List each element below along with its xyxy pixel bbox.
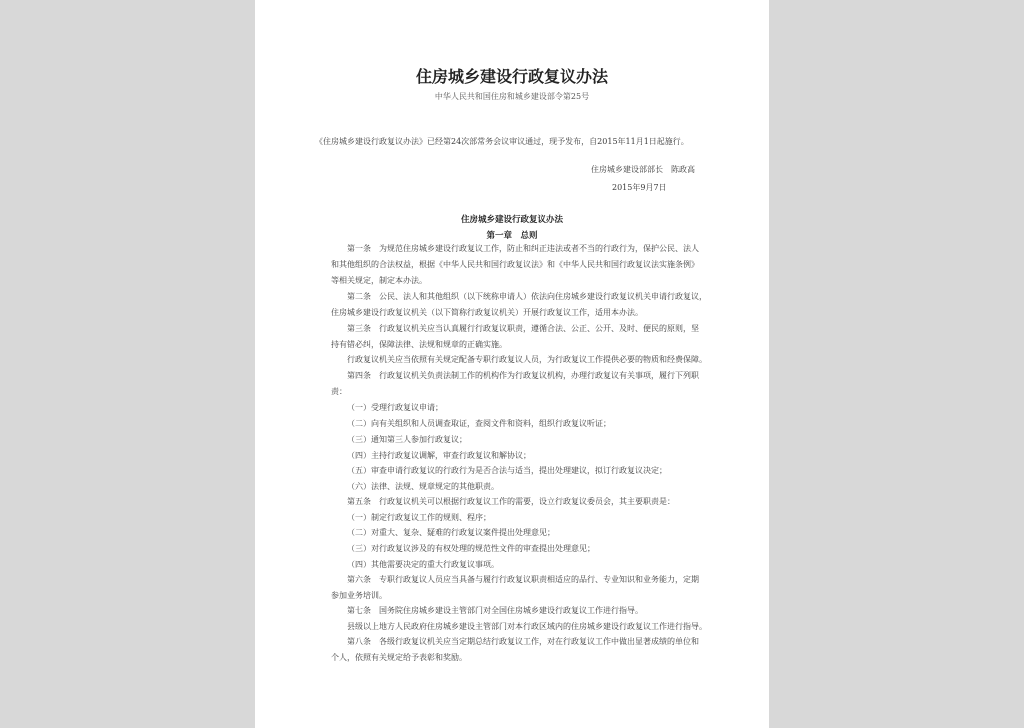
signer: 住房城乡建设部部长 陈政高 (591, 165, 695, 174)
body-line: 县级以上地方人民政府住房城乡建设主管部门对本行政区域内的住房城乡建设行政复议工作进行指导。 (347, 622, 707, 631)
body-line: （四）其他需要决定的重大行政复议事项。 (347, 560, 499, 569)
body-line: 第一条 为规范住房城乡建设行政复议工作，防止和纠正违法或者不当的行政行为，保护公民、法人 (347, 244, 699, 253)
body-line: （三）对行政复议涉及的有权处理的规范性文件的审查提出处理意见； (347, 544, 595, 553)
body-line: 第三条 行政复议机关应当认真履行行政复议职责，遵循合法、公正、公开、及时、便民的原则，坚 (347, 324, 699, 333)
body-line: （五）审查申请行政复议的行政行为是否合法与适当，提出处理建议，拟订行政复议决定； (347, 466, 667, 475)
sign-date: 2015年9月7日 (612, 183, 667, 192)
body-line: 第二条 公民、法人和其他组织（以下统称申请人）依法向住房城乡建设行政复议机关申请行政复议， (347, 292, 707, 301)
body-line: 行政复议机关应当依照有关规定配备专职行政复议人员，为行政复议工作提供必要的物质和经费保障。 (347, 355, 707, 364)
page-title: 住房城乡建设行政复议办法 (415, 67, 608, 86)
body-line: 个人，依照有关规定给予表彰和奖励。 (331, 653, 467, 662)
body-line: 责： (331, 387, 347, 396)
body-line: 第五条 行政复议机关可以根据行政复议工作的需要，设立行政复议委员会，其主要职责是： (347, 497, 675, 506)
body-line: 第六条 专职行政复议人员应当具备与履行行政复议职责相适应的品行、专业知识和业务能力，定期 (347, 575, 699, 584)
body-line: （二）向有关组织和人员调查取证，查阅文件和资料，组织行政复议听证； (347, 419, 611, 428)
body-line: 等相关规定，制定本办法。 (331, 276, 427, 285)
body-line: 第八条 各级行政复议机关应当定期总结行政复议工作，对在行政复议工作中做出显著成绩的单位和 (347, 637, 699, 646)
body-line: 第四条 行政复议机关负责法制工作的机构作为行政复议机构，办理行政复议有关事项，履行下列职 (347, 371, 699, 380)
body-line: 和其他组织的合法权益，根据《中华人民共和国行政复议法》和《中华人民共和国行政复议法实施条例》 (331, 260, 699, 269)
body-title: 住房城乡建设行政复议办法 (460, 215, 563, 225)
body-line: 住房城乡建设行政复议机关（以下简称行政复议机关）开展行政复议工作，适用本办法。 (331, 308, 643, 317)
body-line: （三）通知第三人参加行政复议； (347, 435, 467, 444)
body-line: （六）法律、法规、规章规定的其他职责。 (347, 482, 499, 491)
body-line: 第七条 国务院住房城乡建设主管部门对全国住房城乡建设行政复议工作进行指导。 (347, 606, 643, 615)
document-page (255, 0, 769, 728)
body-line: （二）对重大、复杂、疑难的行政复议案件提出处理意见； (347, 528, 555, 537)
body-line: （四）主持行政复议调解，审查行政复议和解协议； (347, 451, 531, 460)
body-line: 参加业务培训。 (331, 591, 387, 600)
decree-number: 中华人民共和国住房和城乡建设部令第25号 (434, 92, 590, 101)
body-line: （一）受理行政复议申请； (347, 403, 443, 412)
chapter-heading: 第一章 总则 (486, 231, 538, 241)
intro-paragraph: 《住房城乡建设行政复议办法》已经第24次部常务会议审议通过，现予发布，自2015年11月1日起施行。 (315, 137, 689, 146)
body-line: 持有错必纠，保障法律、法规和规章的正确实施。 (331, 340, 507, 349)
body-line: （一）制定行政复议工作的规则、程序； (347, 513, 491, 522)
